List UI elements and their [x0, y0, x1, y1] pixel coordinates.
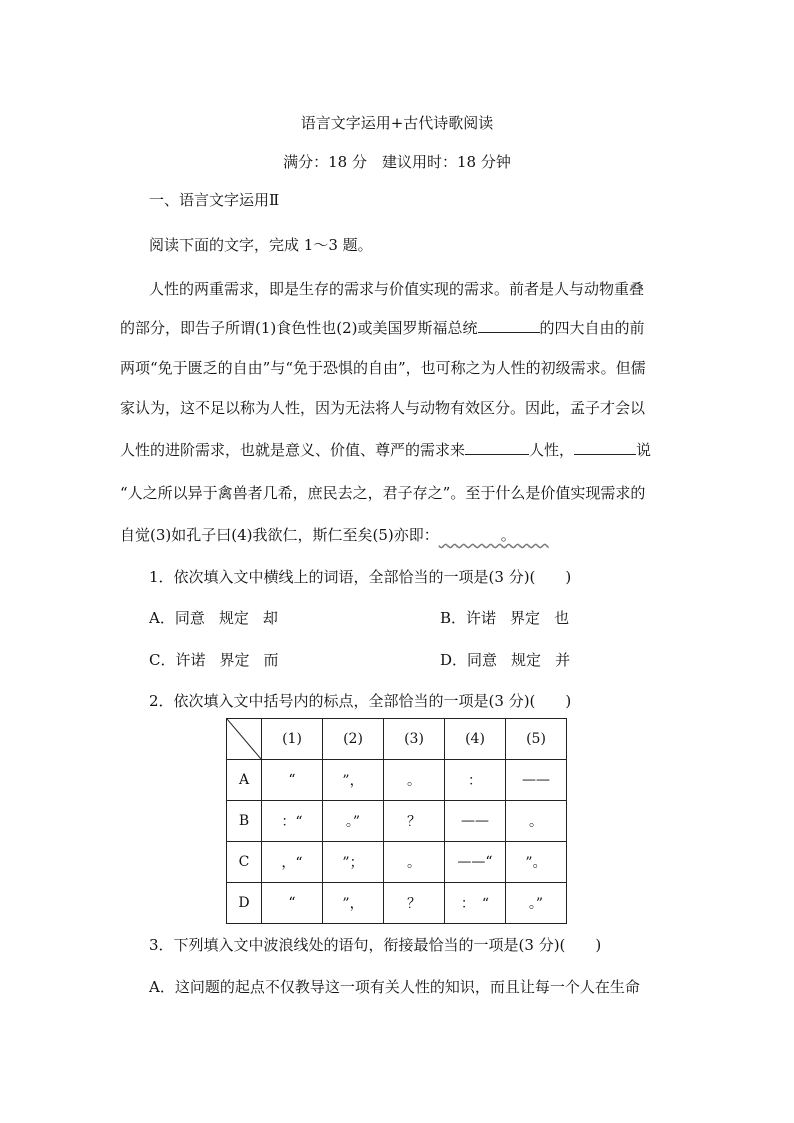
- table-cell: “: [262, 760, 323, 801]
- table-header-row: [227, 719, 567, 760]
- table-row[interactable]: [227, 842, 567, 883]
- table-cell: ”，: [323, 760, 384, 801]
- table-cell: 。: [384, 760, 445, 801]
- page-title: 语言文字运用+古代诗歌阅读: [300, 114, 494, 132]
- passage-line: [120, 318, 645, 338]
- table-cell: ： “: [445, 883, 506, 924]
- column-header: (2): [323, 719, 384, 760]
- column-header: (1): [262, 719, 323, 760]
- row-label: B: [227, 801, 262, 842]
- row-label: D: [227, 883, 262, 924]
- page-subtitle: 满分：18 分 建议用时：18 分钟: [283, 153, 511, 171]
- instruction-text: 阅读下面的文字，完成 1～3 题。: [149, 236, 373, 254]
- table-row[interactable]: [227, 801, 567, 842]
- table-cell: ：“: [262, 801, 323, 842]
- wavy-blank[interactable]: [439, 525, 501, 541]
- passage-text: 人性的进阶需求，也就是意义、价值、尊严的需求来: [120, 441, 466, 459]
- q1-option-c[interactable]: [149, 650, 293, 670]
- option-word: 并: [555, 651, 571, 669]
- passage-text: 人性，: [529, 441, 575, 459]
- table-cell: ，“: [262, 842, 323, 883]
- table-cell: 。: [506, 801, 567, 842]
- option-word: 规定: [511, 651, 542, 669]
- table-cell: ”。: [506, 842, 567, 883]
- option-label: A．: [149, 609, 175, 627]
- option-label: B．: [440, 609, 467, 627]
- passage-line: [120, 525, 516, 545]
- q1-option-d[interactable]: [440, 650, 584, 670]
- fill-blank-1[interactable]: [478, 318, 540, 333]
- option-word: 界定: [219, 651, 250, 669]
- passage-text: 。: [500, 526, 516, 544]
- passage-text: 的部分，即告子所谓(1)食色性也(2)或美国罗斯福总统: [120, 319, 478, 337]
- passage-line: 人性的两重需求，即是生存的需求与价值实现的需求。前者是人与动物重叠: [149, 280, 645, 298]
- table-cell: ：: [445, 760, 506, 801]
- row-label: C: [227, 842, 262, 883]
- table-cell: 。”: [323, 801, 384, 842]
- option-word: 而: [263, 651, 279, 669]
- fill-blank-3[interactable]: [574, 440, 636, 455]
- column-header: (5): [506, 719, 567, 760]
- table-cell: ——: [506, 760, 567, 801]
- table-cell: ？: [384, 801, 445, 842]
- fill-blank-2[interactable]: [465, 440, 529, 455]
- column-header: (4): [445, 719, 506, 760]
- table-cell: 。”: [506, 883, 567, 924]
- option-word: 也: [554, 609, 570, 627]
- option-label: D．: [440, 651, 468, 669]
- table-cell: 。: [384, 842, 445, 883]
- table-cell: ”，: [323, 883, 384, 924]
- option-word: 许诺: [175, 651, 206, 669]
- table-cell: ”；: [323, 842, 384, 883]
- passage-line: [120, 440, 651, 460]
- passage-line: “人之所以异于禽兽者几希，庶民去之，君子存之”。至于什么是价值实现需求的: [120, 484, 646, 502]
- option-word: 界定: [510, 609, 541, 627]
- column-header: (3): [384, 719, 445, 760]
- row-label: A: [227, 760, 262, 801]
- table-row[interactable]: [227, 760, 567, 801]
- option-word: 规定: [218, 609, 249, 627]
- passage-text: 说: [636, 441, 652, 459]
- table-cell: ——“: [445, 842, 506, 883]
- table-corner-cell: [227, 719, 262, 760]
- table-cell: “: [262, 883, 323, 924]
- option-label: C．: [149, 651, 176, 669]
- question-3-stem: 3．下列填入文中波浪线处的语句，衔接最恰当的一项是(3 分)( ): [149, 936, 602, 954]
- table-cell: ？: [384, 883, 445, 924]
- section-heading: 一、语言文字运用Ⅱ: [149, 191, 280, 209]
- q3-option-a[interactable]: A．这问题的起点不仅教导这一项有关人性的知识，而且让每一个人在生命: [149, 978, 640, 996]
- punctuation-table: [226, 718, 567, 924]
- option-word: 却: [262, 609, 278, 627]
- passage-text: 的四大自由的前: [539, 319, 645, 337]
- passage-text: 自觉(3)如孔子曰(4)我欲仁，斯仁至矣(5)亦即：: [120, 526, 439, 544]
- table-cell: ——: [445, 801, 506, 842]
- question-1-stem: 1．依次填入文中横线上的词语，全部恰当的一项是(3 分)( ): [149, 568, 572, 586]
- question-2-stem: 2．依次填入文中括号内的标点，全部恰当的一项是(3 分)( ): [149, 692, 572, 710]
- table-row[interactable]: [227, 883, 567, 924]
- option-word: 许诺: [466, 609, 497, 627]
- option-word: 同意: [467, 651, 498, 669]
- q1-option-a[interactable]: [149, 608, 292, 628]
- option-word: 同意: [174, 609, 205, 627]
- passage-line: 家认为，这不足以称为人性，因为无法将人与动物有效区分。因此，孟子才会以: [120, 399, 646, 417]
- passage-line: 两项“免于匮乏的自由”与“免于恐惧的自由”，也可称之为人性的初级需求。但儒: [120, 359, 646, 377]
- q1-option-b[interactable]: [440, 608, 583, 628]
